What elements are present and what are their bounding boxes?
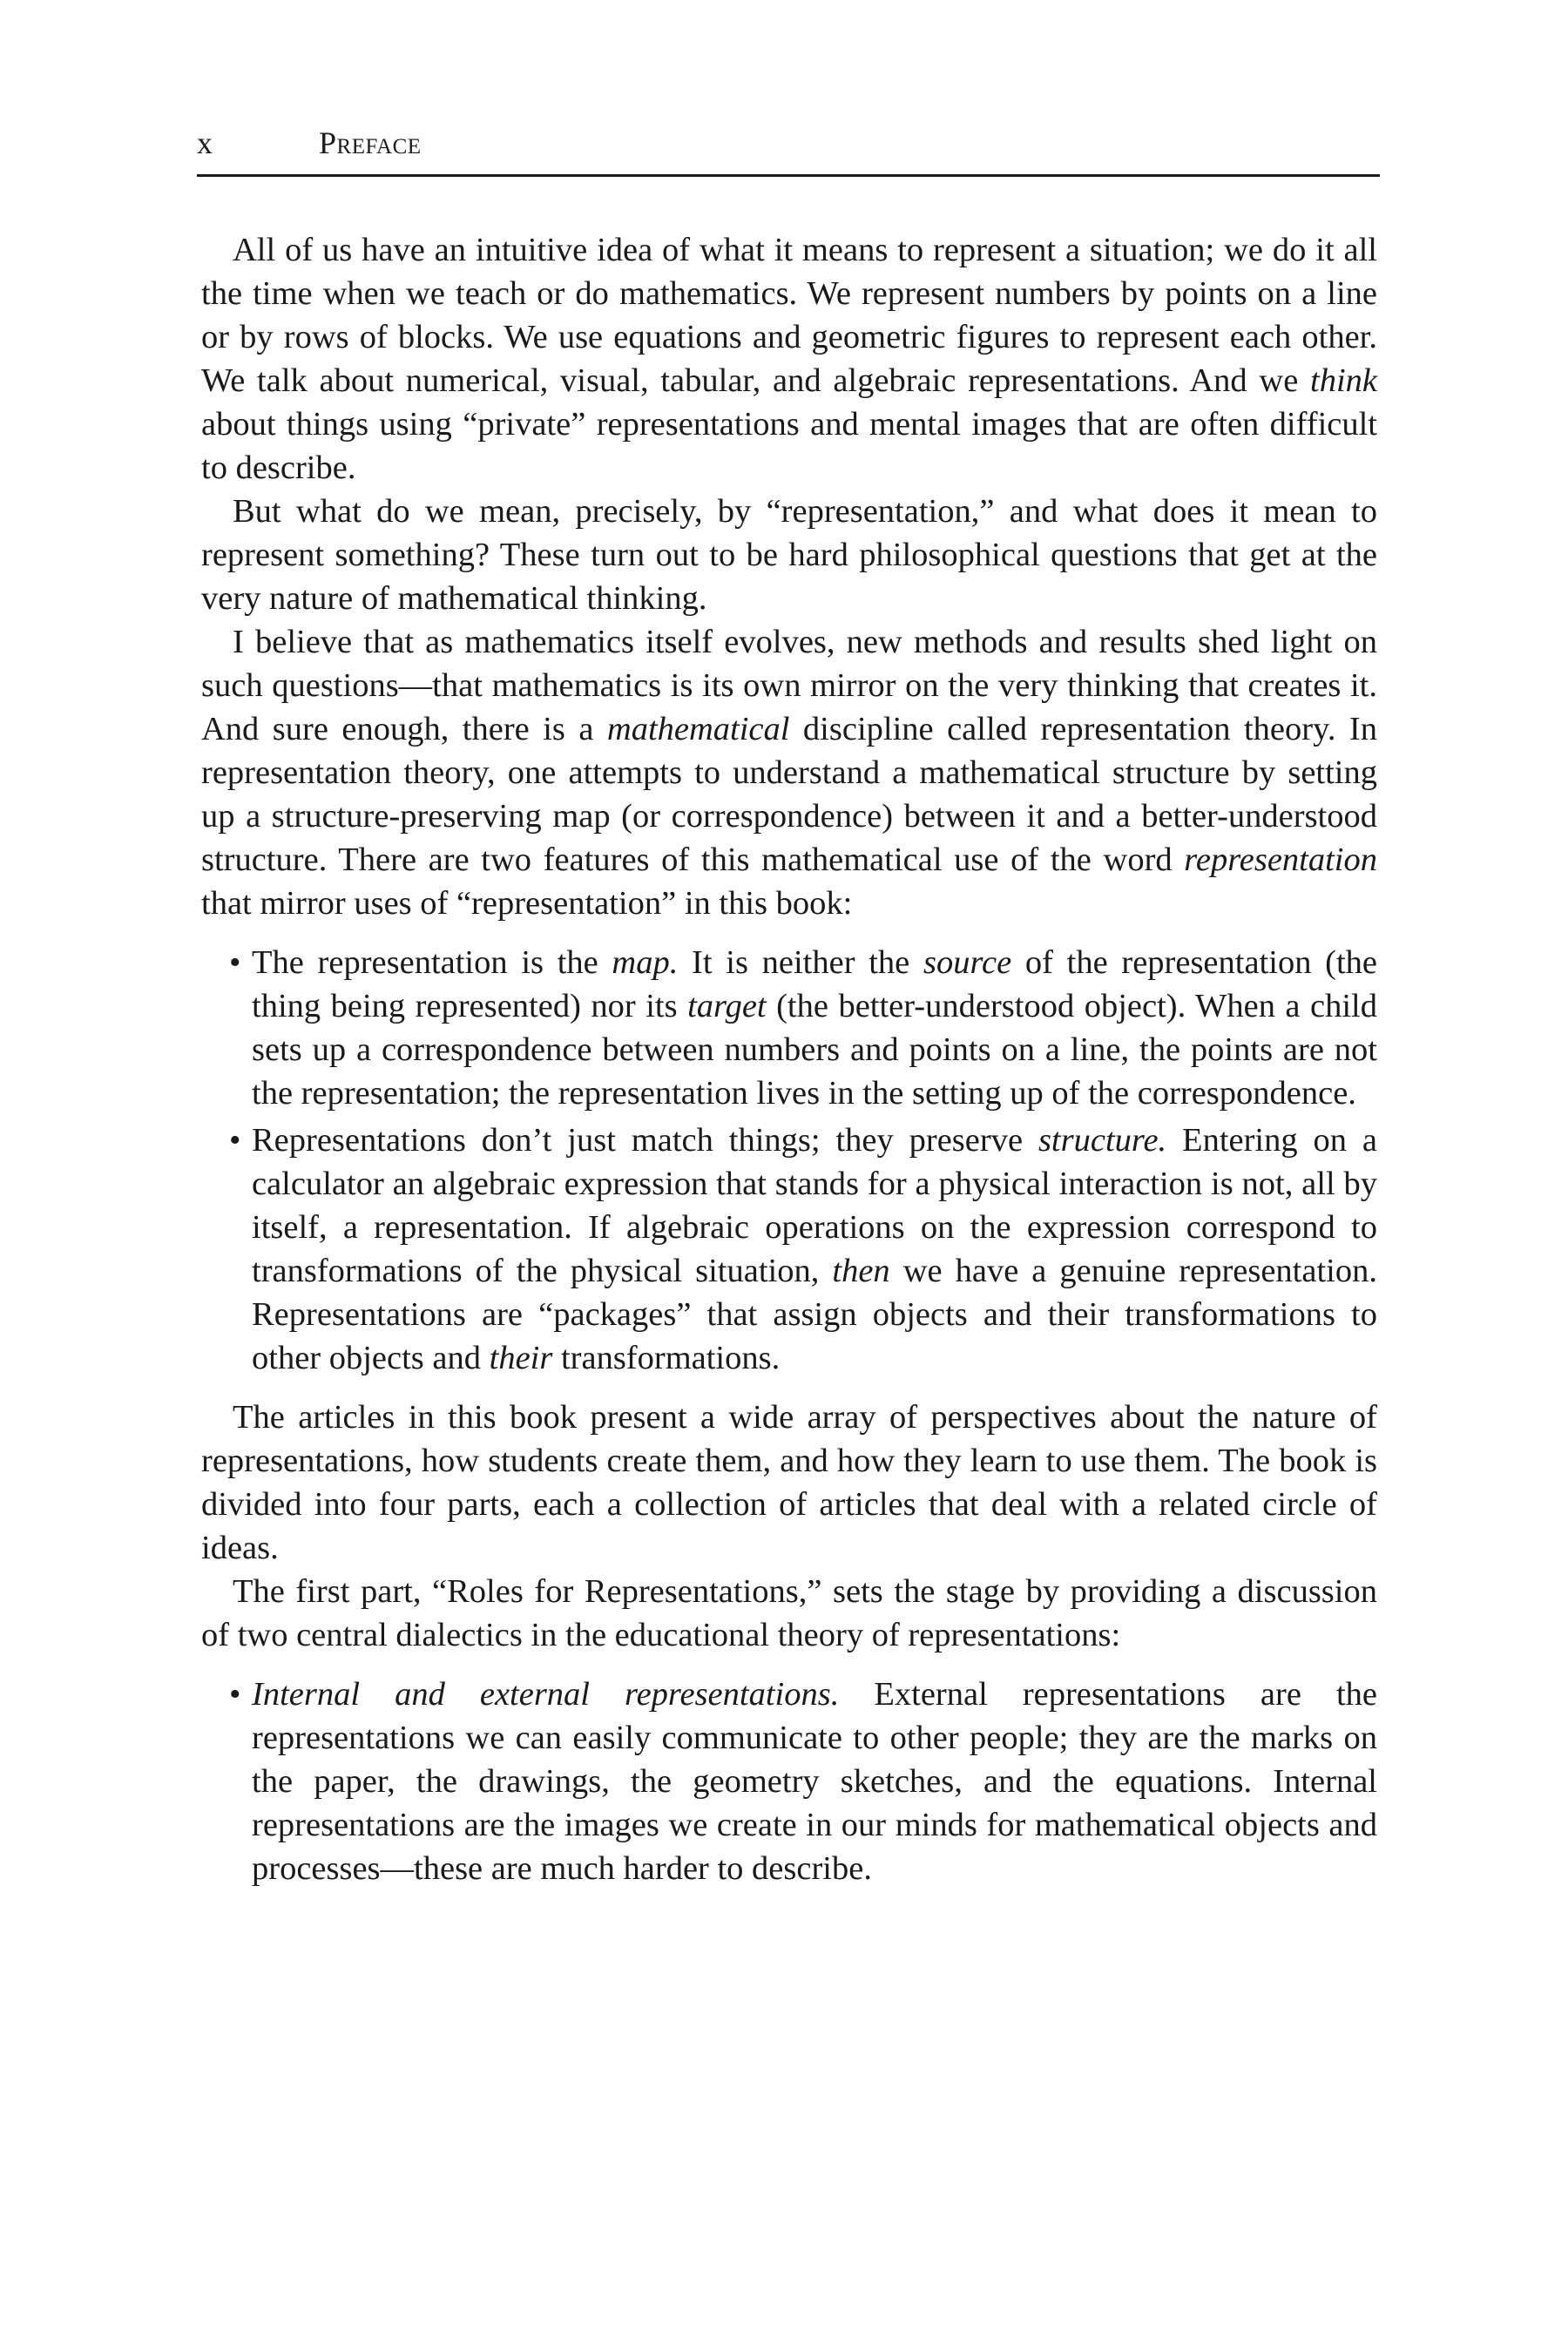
section-title: Preface xyxy=(319,125,422,160)
list-item: • Representations don’t just match things; they preserve structure. Entering on a calculator an algebraic expression that stands for a physical interaction is not, all by itself, a representation. If algebraic operations on the expression correspond to transformations of the physical situation, then we have a genuine representation. Representations are “packages” that assign objects and their transformations to other objects and their transformations. xyxy=(252,1119,1377,1380)
list-item: • Internal and external representations. External representations are the representations we can easily communicate to other people; they are the marks on the paper, the drawings, the geometry sketches, and the equations. Internal representations are the images we create in our minds for mathematical objects and processes—these are much harder to describe. xyxy=(252,1673,1377,1890)
paragraph-5: The first part, “Roles for Representations,” sets the stage by providing a discussion of two central dialectics in the educational theory of representations: xyxy=(201,1573,1377,1653)
list-item: • The representation is the map. It is neither the source of the representation (the thing being represented) nor its target (the better-understood object). When a child sets up a correspondence between numbers and points on a line, the points are not the representation; the representation lives in the setting up of the correspondence. xyxy=(252,941,1377,1115)
paragraph-1: All of us have an intuitive idea of what it means to represent a situation; we do it all the time when we teach or do mathematics. We represent numbers by points on a line or by rows of blocks. We use equations and geometric figures to represent each other. We talk about numerical, visual, tabular, and algebraic representations. And we think about things using “private” representations and mental images that are often difficult to describe. xyxy=(201,232,1377,486)
feature-list xyxy=(201,941,1377,1380)
body-text xyxy=(201,228,1377,1906)
bullet-icon: • xyxy=(229,1122,241,1159)
page-number: x xyxy=(197,125,213,160)
dialectics-list xyxy=(201,1673,1377,1890)
paragraph-4: The articles in this book present a wide array of perspectives about the nature of representations, how students create them, and how they learn to use them. The book is divided into four parts, each a collection of articles that deal with a related circle of ideas. xyxy=(201,1399,1377,1566)
emphasis-representation: representation xyxy=(1184,841,1377,878)
emphasis-mathematical: mathematical xyxy=(606,711,790,747)
emphasis-think: think xyxy=(1310,362,1377,399)
emphasis-heading: Internal and external representations. xyxy=(252,1676,840,1713)
paragraph-3: I believe that as mathematics itself evolves, new methods and results shed light on such questions—that mathematics is its own mirror on the very thinking that creates it. And sure enough, there is a mathematical discipline called representation theory. In representation theory, one attempts to understand a mathematical structure by setting up a structure-preserving map (or correspondence) between it and a better-understood structure. There are two features of this mathematical use of the word representation that mirror uses of “representation” in this book: xyxy=(201,624,1377,922)
paragraph-2: But what do we mean, precisely, by “representation,” and what does it mean to represent something? These turn out to be hard philosophical questions that get at the very nature of mathematical thinking. xyxy=(201,493,1377,617)
bullet-icon: • xyxy=(229,1676,241,1713)
running-head xyxy=(197,118,1380,177)
bullet-icon: • xyxy=(229,944,241,981)
